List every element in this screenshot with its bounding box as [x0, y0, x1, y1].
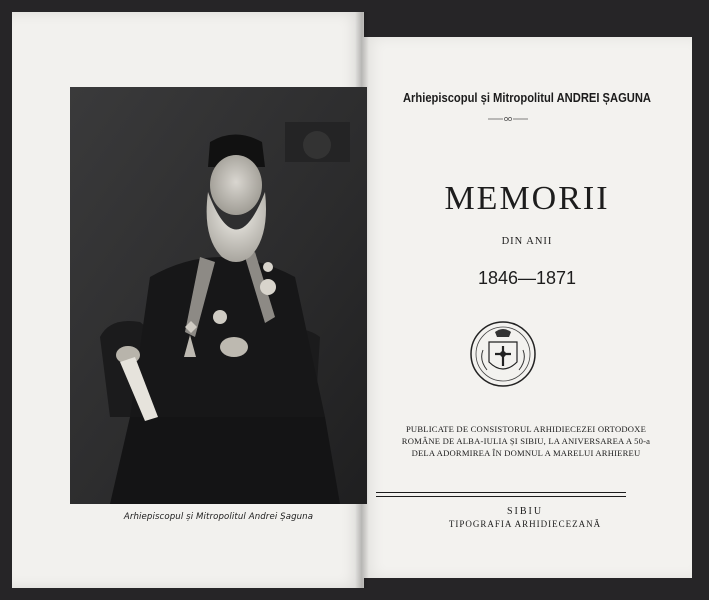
portrait-illustration — [70, 87, 367, 504]
divider-rule — [376, 496, 626, 497]
book-title: MEMORII — [444, 180, 610, 217]
publication-note — [378, 423, 674, 459]
publication-line: ROMÂNE DE ALBA-IULIA ȘI SIBIU, LA ANIVERSAREA A 50-a — [401, 436, 651, 446]
portrait-caption: Arhiepiscopul și Mitropolitul Andrei Șaguna — [123, 512, 314, 522]
portrait-image — [70, 87, 367, 504]
publication-line: DELA ADORMIREA ÎN DOMNUL A MARELUI ARHIEREU — [411, 448, 641, 458]
publication-line: PUBLICATE DE CONSISTORUL ARHIDIECEZEI ORTODOXE — [405, 424, 647, 434]
book-subtitle: DIN ANII — [501, 236, 553, 247]
ornament-icon — [488, 114, 528, 124]
book-years: 1846—1871 — [477, 268, 577, 288]
divider-rule — [376, 492, 626, 493]
publication-city: SIBIU — [506, 506, 544, 517]
author-line: Arhiepiscopul și Mitropolitul ANDREI ȘAGUNA — [402, 90, 652, 105]
printer-name: TIPOGRAFIA ARHIDIECEZANĂ — [448, 519, 602, 529]
coat-of-arms-icon — [469, 320, 537, 388]
